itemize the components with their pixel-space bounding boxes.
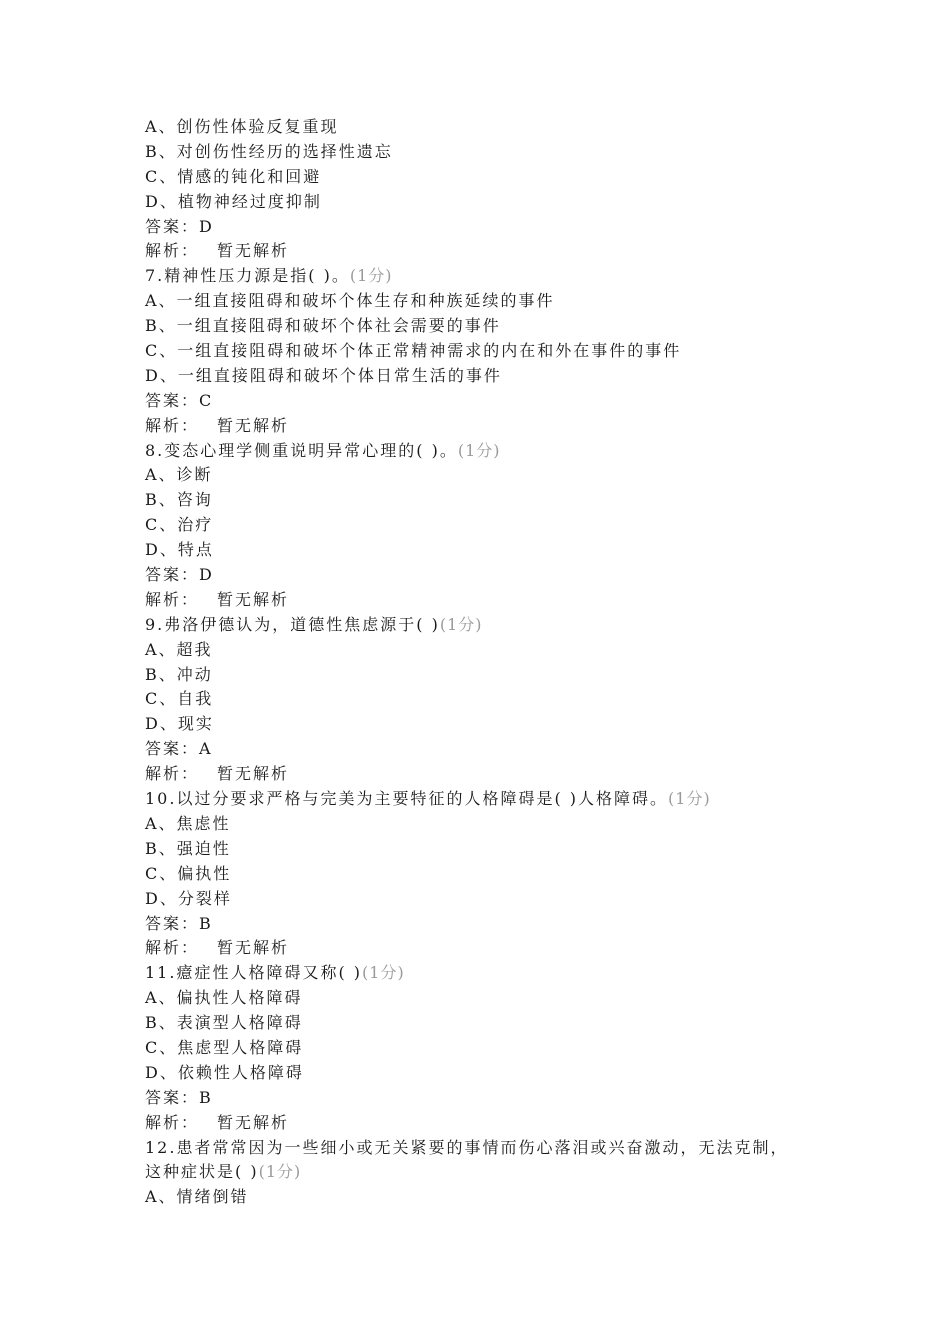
question-stem: [145, 613, 845, 638]
question-score: (1分): [457, 440, 501, 460]
option-c: C、情感的钝化和回避: [145, 166, 322, 186]
question-text: 10.以过分要求严格与完美为主要特征的人格障碍是( )人格障碍。: [145, 789, 669, 809]
analysis: [145, 239, 845, 264]
analysis: [145, 588, 845, 613]
analysis-text: 暂无解析: [217, 764, 290, 784]
option-a: A、情绪倒错: [145, 1187, 249, 1207]
option-c: C、自我: [145, 689, 214, 709]
option-b: B、强迫性: [145, 838, 231, 858]
question-text: 8.变态心理学侧重说明异常心理的( )。: [145, 440, 458, 460]
analysis-text: 暂无解析: [217, 241, 290, 261]
question-stem: [145, 439, 845, 464]
option-a: A、焦虑性: [145, 813, 231, 833]
question-score: (1分): [258, 1162, 302, 1182]
option-c: C、偏执性: [145, 863, 232, 883]
option-c: C、一组直接阻碍和破坏个体正常精神需求的内在和外在事件的事件: [145, 341, 682, 361]
question-stem: 12.患者常常因为一些细小或无关紧要的事情而伤心落泪或兴奋激动，无法克制，: [145, 1137, 789, 1157]
question-score: (1分): [362, 963, 405, 983]
answer: 答案：B: [145, 1087, 213, 1107]
option-d: D、现实: [145, 714, 214, 734]
option-c: C、治疗: [145, 515, 214, 535]
question-text: 9.弗洛伊德认为，道德性焦虑源于( ): [145, 614, 440, 634]
analysis-label: 解析：: [145, 1112, 200, 1132]
option-b: B、对创伤性经历的选择性遗忘: [145, 141, 393, 161]
question-text: 11.癔症性人格障碍又称( ): [145, 963, 363, 983]
analysis: [145, 1111, 845, 1136]
answer: 答案：A: [145, 739, 213, 759]
analysis: [145, 414, 845, 439]
option-b: B、一组直接阻碍和破坏个体社会需要的事件: [145, 316, 501, 336]
answer: 答案：D: [145, 565, 214, 585]
analysis-label: 解析：: [145, 241, 200, 261]
question-score: (1分): [349, 266, 393, 286]
option-d: D、一组直接阻碍和破坏个体日常生活的事件: [145, 365, 502, 385]
option-d: D、分裂样: [145, 888, 232, 908]
document-page: [145, 115, 845, 1210]
answer: 答案：B: [145, 913, 213, 933]
option-b: B、冲动: [145, 664, 213, 684]
analysis-text: 暂无解析: [217, 938, 290, 958]
option-d: D、特点: [145, 540, 214, 560]
option-a: A、创伤性体验反复重现: [145, 117, 339, 136]
option-a: A、偏执性人格障碍: [145, 988, 303, 1008]
question-score: (1分): [439, 614, 483, 634]
question-stem: [145, 961, 845, 986]
option-b: B、咨询: [145, 490, 213, 510]
answer: 答案：C: [145, 390, 214, 410]
analysis: [145, 762, 845, 787]
analysis-text: 暂无解析: [217, 589, 290, 609]
option-a: A、诊断: [145, 465, 213, 485]
question-stem-continued: [145, 1160, 845, 1185]
question-stem: [145, 787, 845, 812]
option-a: A、一组直接阻碍和破坏个体生存和种族延续的事件: [145, 291, 555, 311]
analysis-label: 解析：: [145, 415, 200, 435]
question-score: (1分): [668, 789, 711, 809]
analysis-text: 暂无解析: [217, 1112, 290, 1132]
analysis-label: 解析：: [145, 938, 200, 958]
question-text: 这种症状是( ): [145, 1162, 259, 1182]
analysis-text: 暂无解析: [217, 415, 290, 435]
option-c: C、焦虑型人格障碍: [145, 1037, 304, 1057]
option-d: D、依赖性人格障碍: [145, 1062, 304, 1082]
option-b: B、表演型人格障碍: [145, 1013, 303, 1033]
option-d: D、植物神经过度抑制: [145, 191, 322, 211]
analysis-label: 解析：: [145, 589, 200, 609]
question-stem: [145, 264, 845, 289]
answer: 答案：D: [145, 216, 214, 236]
analysis-label: 解析：: [145, 764, 200, 784]
question-text: 7.精神性压力源是指( )。: [145, 266, 350, 286]
option-a: A、超我: [145, 639, 213, 659]
analysis: [145, 936, 845, 961]
